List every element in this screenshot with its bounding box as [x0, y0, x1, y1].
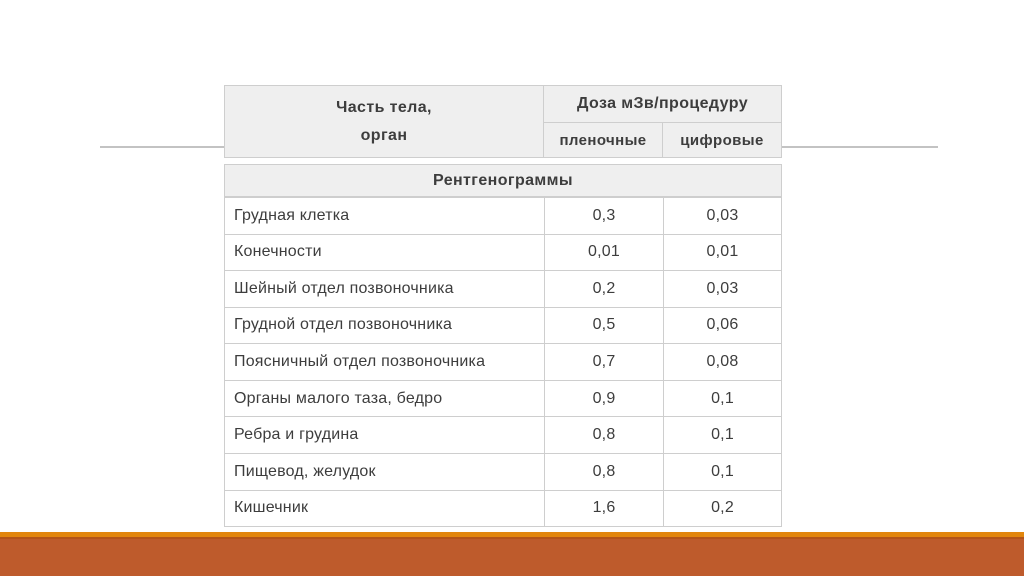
section-title: Рентгенограммы	[224, 164, 782, 197]
organ-cell: Конечности	[224, 234, 544, 271]
table-row	[224, 453, 782, 490]
digital-dose-cell: 0,2	[663, 490, 782, 527]
organ-cell: Ребра и грудина	[224, 416, 544, 453]
header-body-part-line1: Часть тела,	[336, 98, 432, 116]
table-row	[224, 380, 782, 417]
organ-cell: Шейный отдел позвоночника	[224, 270, 544, 307]
header-dose-group: Доза мЗв/процедуру	[544, 85, 782, 123]
header-body-part-line2: орган	[360, 126, 408, 144]
header-dose-block	[544, 85, 782, 158]
footer-bar	[0, 539, 1024, 576]
header-film: пленочные	[544, 123, 663, 158]
radiation-dose-table	[224, 85, 782, 527]
organ-cell: Пищевод, желудок	[224, 453, 544, 490]
film-dose-cell: 0,5	[544, 307, 663, 344]
header-subrow	[544, 123, 782, 158]
table-row	[224, 234, 782, 271]
digital-dose-cell: 0,1	[663, 416, 782, 453]
digital-dose-cell: 0,01	[663, 234, 782, 271]
organ-cell: Поясничный отдел позвоночника	[224, 343, 544, 380]
digital-dose-cell: 0,03	[663, 197, 782, 234]
digital-dose-cell: 0,03	[663, 270, 782, 307]
table-row	[224, 490, 782, 527]
organ-cell: Кишечник	[224, 490, 544, 527]
table-row	[224, 343, 782, 380]
table-header	[224, 85, 782, 158]
digital-dose-cell: 0,06	[663, 307, 782, 344]
decorative-line-right	[782, 146, 938, 148]
film-dose-cell: 1,6	[544, 490, 663, 527]
organ-cell: Органы малого таза, бедро	[224, 380, 544, 417]
header-body-part	[224, 85, 544, 158]
film-dose-cell: 0,2	[544, 270, 663, 307]
film-dose-cell: 0,8	[544, 416, 663, 453]
table-row	[224, 307, 782, 344]
table-body	[224, 197, 782, 527]
table-row	[224, 270, 782, 307]
film-dose-cell: 0,01	[544, 234, 663, 271]
digital-dose-cell: 0,1	[663, 453, 782, 490]
table-row	[224, 416, 782, 453]
organ-cell: Грудная клетка	[224, 197, 544, 234]
table-row	[224, 197, 782, 234]
digital-dose-cell: 0,1	[663, 380, 782, 417]
organ-cell: Грудной отдел позвоночника	[224, 307, 544, 344]
film-dose-cell: 0,3	[544, 197, 663, 234]
decorative-line-left	[100, 146, 224, 148]
header-digital: цифровые	[663, 123, 782, 158]
digital-dose-cell: 0,08	[663, 343, 782, 380]
film-dose-cell: 0,9	[544, 380, 663, 417]
film-dose-cell: 0,8	[544, 453, 663, 490]
footer-accent-stripe	[0, 532, 1024, 539]
film-dose-cell: 0,7	[544, 343, 663, 380]
